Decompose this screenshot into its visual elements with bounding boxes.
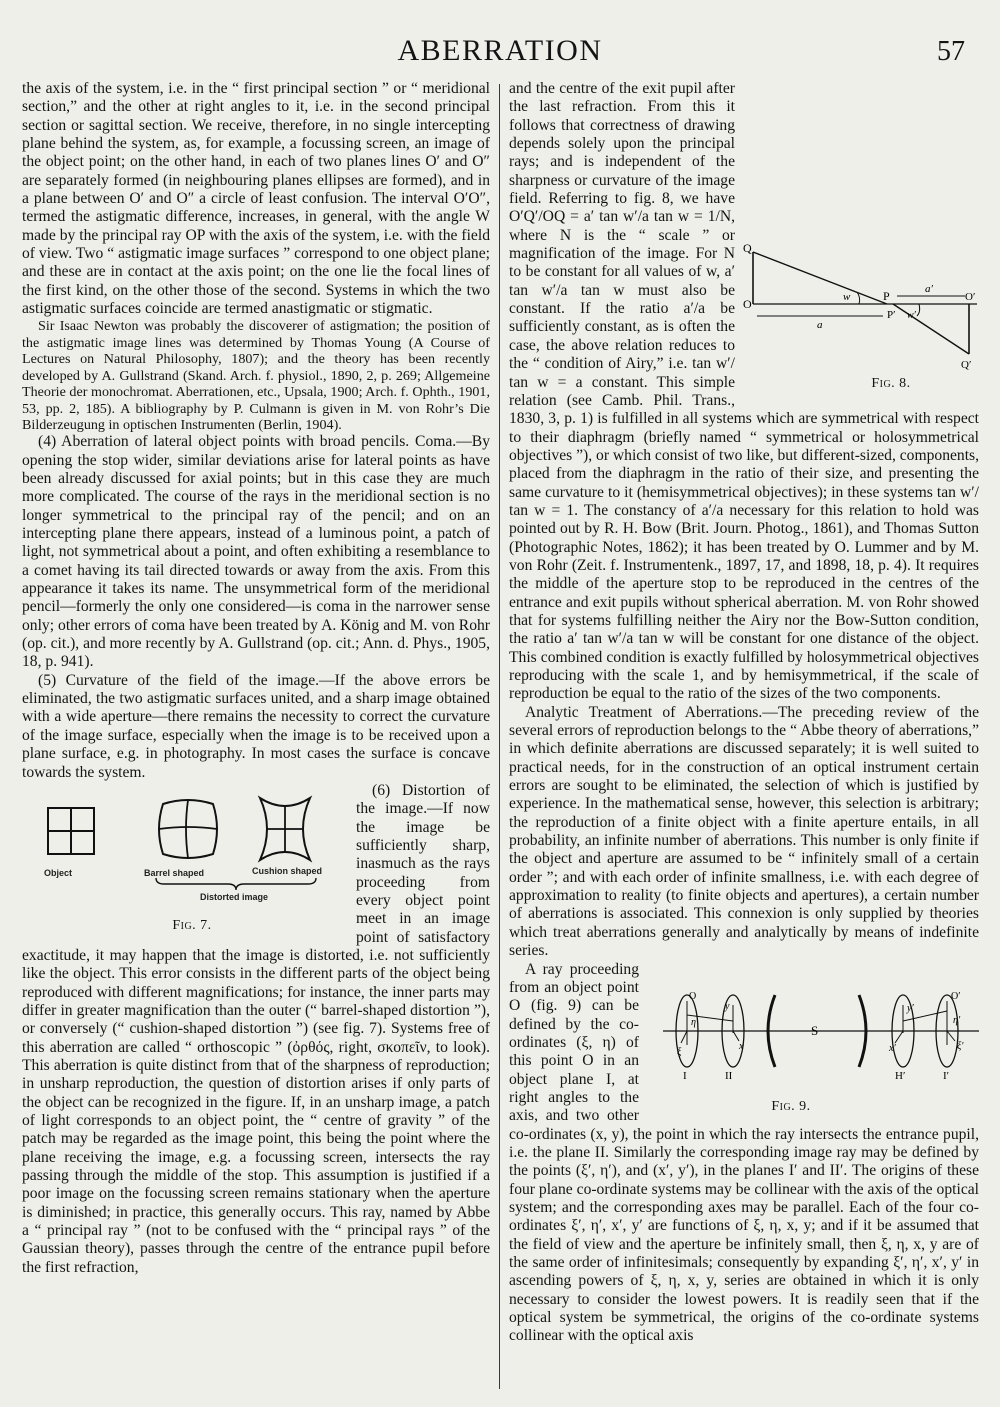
paragraph-analytic-treatment: Analytic Treatment of Aberrations.—The preceding review of the several errors of reproduction belongs to the “ Abbe theory of aberrations,” in which definite aberrations are discussed separately; it is well suited to practical needs, for in the construction of an optical instrument certain errors are sought to be eliminated, the selection of which is justified by experience. In the mathematical sense, however, this selection is arbitrary; the reproduction of a finite object with a finite aperture entails, in all probability, an infinite number of aberrations. This number is only finite if the object and aperture are assumed to be “ infinitely small of a certain order ”; and with each order of infinite smallness, i.e. with each degree of approximation to reality (to finite objects and apertures), a certain number of aberrations is associated. This connexion is only supplied by theories which treat aberrations generally and analytically by means of indefinite series. bbox=[509, 703, 979, 960]
fig9-label-H-prime: H′ bbox=[895, 1069, 906, 1082]
figure-7 bbox=[22, 792, 346, 936]
fig8-label-P-prime: P′ bbox=[887, 309, 896, 321]
figure-7-drawing bbox=[38, 792, 346, 918]
fig9-label-eta: η bbox=[691, 1016, 696, 1028]
fig9-label-eta-prime: η′ bbox=[953, 1014, 961, 1026]
paragraph-coma: (4) Aberration of lateral object points with broad pencils. Coma.—By opening the stop wider, similar deviations arise for lateral points as have been already discussed for axial points; but in this case they are much more complicated. The course of the rays in the meridional section is no longer symmetrical to the principal ray of the pencil; and on an intercepting plane there appears, instead of a luminous point, a patch of light, not symmetrical about a point, and often exhibiting a resemblance to a comet having its tail directed towards or away from the axis. From this appearance it takes its name. The unsymmetrical form of the meridional pencil—formerly the only one considered—is coma in the narrower sense only; other errors of coma have been treated by A. König and M. von Rohr (op. cit.), and more recently by A. Gullstrand (op. cit.; Ann. d. Phys., 1905, 18, p. 941). bbox=[22, 433, 490, 671]
paragraph-astigmatism: the axis of the system, i.e. in the “ first principal section ” or “ meridional section,” and the other at right angles to it, i.e. in the second principal section or sagittal section. We receive, therefore, in no single intercepting plane behind the system, as, for example, a focussing screen, an image of the object point; on the other hand, in each of two planes lines O′ and O″ are separately formed (in neighbouring planes ellipses are formed), and in a plane between O′ and O″ a circle of least confusion. The interval O′O″, termed the astigmatic difference, increases, in general, with the angle W made by the principal ray OP with the axis of the system, i.e. with the field of view. Two “ astigmatic image surfaces ” correspond to one object plane; and these are in contact at the axis point; on the one lie the focal lines of the first kind, on the other those of the second. Systems in which the two astigmatic surfaces coincide are termed anastigmatic or stigmatic. bbox=[22, 80, 490, 318]
right-column bbox=[509, 80, 979, 1346]
left-column bbox=[22, 80, 490, 1277]
figure-8-caption: Fig. 8. bbox=[871, 376, 911, 392]
page-number: 57 bbox=[937, 36, 965, 67]
cushion-label: Cushion shaped bbox=[252, 865, 323, 876]
fig9-label-O-prime: O′ bbox=[951, 990, 961, 1002]
fig9-label-x-prime: x′ bbox=[889, 1042, 896, 1054]
fig9-label-O: O bbox=[689, 990, 697, 1002]
fig9-label-x: x bbox=[739, 1040, 744, 1052]
fig9-label-xi-prime: ξ′ bbox=[957, 1040, 964, 1052]
figure-7-caption: Fig. 7. bbox=[172, 918, 212, 934]
paragraph-newton-note: Sir Isaac Newton was probably the discoverer of astigmation; the position of the astigmatic image lines was determined by Thomas Young (A Course of Lectures on Natural Philosophy, 1807); and the theory has been recently developed by A. Gullstrand (Skand. Arch. f. physiol., 1890, 2, p. 269; Allgemeine Theorie der monochromat. Aberrationen, etc., Upsala, 1900; Arch. f. Ophth., 1901, 53, pp. 2, 185). A bibliography by P. Culmann is given in M. von Rohr’s Die Bilderzeugung in optischen Instrumenten (Berlin, 1904). bbox=[22, 318, 490, 433]
fig8-label-w-prime: w′ bbox=[907, 310, 916, 321]
column-rule bbox=[499, 84, 500, 1389]
paragraph-coordinates bbox=[509, 961, 979, 1346]
fig9-label-y: y bbox=[725, 1000, 730, 1012]
running-title: ABERRATION bbox=[397, 34, 603, 67]
paragraph-distortion-text: (6) Distortion of the image.—If now the image be sufficiently sharp, inasmuch as the rays proceeding from every object point meet in an image point of satisfactory exactitude, it may happen that the image is distorted, i.e. not sufficiently like the object. This error consists in the different parts of the object being reproduced with different magnifications; for instance, the inner parts may differ in greater magnification than the outer (“ barrel-shaped distortion ”), or conversely (“ cushion-shaped distortion ”) (see fig. 7). Systems free of this aberration are called “ orthoscopic ” (ὀρθός, right, σκοπεῖν, to look). This aberration is quite distinct from that of the sharpness of reproduction; in unsharp reproduction, the question of distortion arises if only parts of the object can be recognized in the figure. If, in an unsharp image, a patch of light corresponds to an object point, the “ centre of gravity ” of the patch may be regarded as the image point, this being the point where the plane receiving the image, e.g. a focussing screen, intersects the ray passing through the middle of the stop. This assumption is justified if a poor image on the focussing screen remains stationary when the aperture is diminished; in practice, this generally occurs. This ray, named by Abbe a “ principal ray ” (not to be confused with the “ principal rays ” of the Gaussian theory), passes through the centre of the entrance pupil before the first refraction, bbox=[22, 781, 490, 1276]
fig8-label-Q-prime: Q′ bbox=[961, 359, 972, 370]
figure-9 bbox=[647, 981, 979, 1117]
paragraph-principal-rays-text: and the centre of the exit pupil after the last refraction. From this it follows that correctness of drawing depends solely upon the principal rays; and is independent of the sharpness or curvature of the image field. Referring to fig. 8, we have O′Q′/OQ = a′ tan w′/a tan w = 1/N, where N is the “ scale ” or magnification of the image. For N to be constant for all values of w, a′ tan w′/a tan w must also be constant. If the ratio a′/a be sufficiently constant, as is often the case, the above relation reduces to the “ condition of Airy,” i.e. tan w′/ tan w = a constant. This simple relation (see Camb. Phil. Trans., 1830, 3, p. 1) is fulfilled in all systems which are symmetrical with respect to their diaphragm (briefly named “ symmetrical or holosymmetrical objectives ”), or which consist of two like, but different-sized, components, placed from the diaphragm in the ratio of their size, and presenting the same curvature to it (hemisymmetrical objectives); in these systems tan w′/ tan w = 1. The constancy of a′/a necessary for this relation to hold was pointed out by R. H. Bow (Brit. Journ. Photog., 1861), and Thomas Sutton (Photographic Notes, 1862); it has been treated by O. Lummer and by M. von Rohr (Zeit. f. Instrumentenk., 1897, 17, and 1898, 18, p. 4). It requires the middle of the aperture stop to be reproduced in the centres of the entrance and exit pupils without spherical aberration. M. von Rohr showed that for systems fulfilling neither the Airy nor the Bow-Sutton condition, the ratio a′ tan w′/a tan w will be constant for one distance of the object. This combined condition is exactly fulfilled by holosymmetrical objectives reproducing with the scale 1, and by hemisymmetrical, if the scale of reproduction be equal to the ratio of the sizes of the two components. bbox=[509, 80, 980, 703]
fig8-label-w: w bbox=[843, 291, 851, 303]
fig9-label-I: I bbox=[683, 1069, 687, 1082]
fig9-label-xi: ξ bbox=[677, 1046, 682, 1058]
fig8-label-O: O bbox=[743, 297, 752, 311]
fig9-label-II: II bbox=[725, 1069, 733, 1082]
fig9-label-S: S bbox=[811, 1022, 819, 1038]
distorted-label: Distorted image bbox=[200, 891, 269, 902]
fig8-label-O-prime: O′ bbox=[965, 291, 976, 303]
fig8-label-P: P bbox=[883, 289, 890, 303]
object-label: Object bbox=[44, 867, 73, 878]
fig9-label-y-prime: y′ bbox=[907, 1002, 914, 1014]
figure-8 bbox=[743, 230, 979, 394]
barrel-shape bbox=[159, 800, 217, 858]
paragraph-principal-rays bbox=[509, 80, 979, 704]
figure-9-caption: Fig. 9. bbox=[771, 1098, 811, 1114]
paragraph-coordinates-text: A ray proceeding from an object point O (fig. 9) can be defined by the co-ordinates (ξ, η) of this point O in an object plane I, at right angles to the axis, and two other co-ordinates (x, y), the point in which the ray intersects the entrance pupil, i.e. the plane II. Similarly the corresponding image ray may be defined by the points (ξ′, η′), and (x′, y′), in the planes I′ and II′. The origins of these four plane co-ordinate systems may be collinear with the axis of the optical system; and the corresponding axes may be parallel. Each of the four co-ordinates ξ′, η′, x′, y′ are functions of ξ, η, x, y; and if it be assumed that the field of view and the aperture be infinitely small, then ξ, η, x, y are of the same order of infinitesimals; consequently by expanding ξ′, η′, x′, y′ in ascending powers of ξ, η, x, y, series are obtained in which it is only necessary to consider the lowest powers. It is readily seen that if the optical system be symmetrical, the origins of the co-ordinate systems collinear with the optical axis bbox=[509, 960, 979, 1345]
barrel-label: Barrel shaped bbox=[144, 867, 205, 878]
fig8-label-Q: Q bbox=[743, 241, 752, 255]
fig9-label-I-prime: I′ bbox=[943, 1069, 950, 1082]
fig8-label-a-prime: a′ bbox=[925, 283, 933, 295]
figure-9-drawing bbox=[663, 981, 979, 1099]
fig8-label-a: a bbox=[817, 319, 823, 331]
paragraph-distortion bbox=[22, 782, 490, 1277]
figure-8-drawing bbox=[743, 230, 979, 370]
paragraph-curvature: (5) Curvature of the field of the image.—If the above errors be eliminated, the two astigmatic surfaces united, and a sharp image obtained with a wide aperture—there remains the necessity to correct the curvature of the image surface, especially when the image is to be received upon a plane surface, e.g. in photography. In most cases the surface is concave towards the system. bbox=[22, 671, 490, 781]
